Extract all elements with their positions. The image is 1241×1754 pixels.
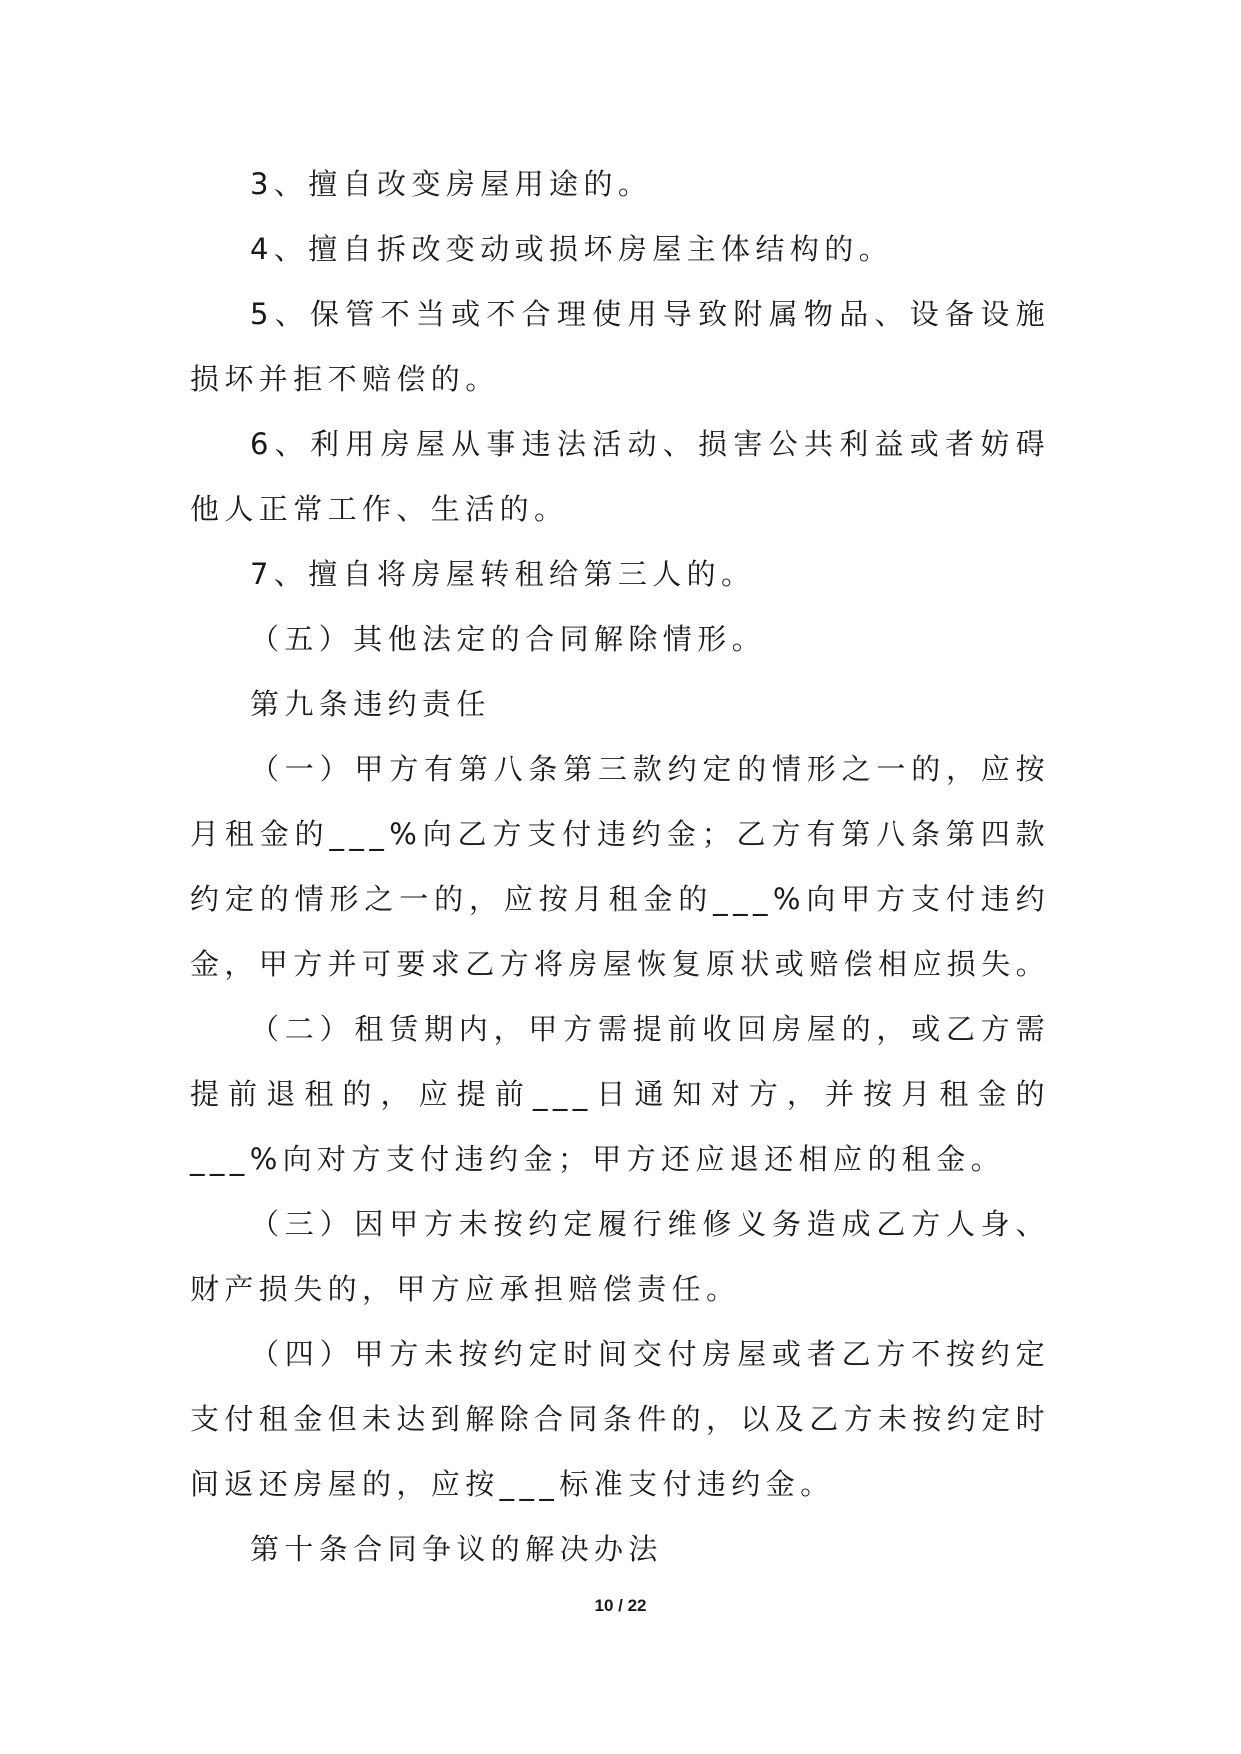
page-number: 10 / 22	[594, 1596, 647, 1615]
clause-item-five: （五）其他法定的合同解除情形。	[250, 622, 767, 656]
clause-item-5: 5、保管不当或不合理使用导致附属物品、设备设施损坏并拒不赔偿的。	[190, 297, 1050, 396]
article-9-heading: 第九条违约责任	[250, 687, 491, 721]
article-9-clause-2: （二）租赁期内，甲方需提前收回房屋的，或乙方需提前退租的，应提前___日通知对方，并按月租金的___%向对方支付违约金；甲方还应退还相应的租金。	[190, 1012, 1050, 1176]
article-9-clause-1: （一）甲方有第八条第三款约定的情形之一的，应按月租金的___%向乙方支付违约金；乙方有第八条第四款约定的情形之一的，应按月租金的___%向甲方支付违约金，甲方并可要求乙方将房屋恢复原状或赔偿相应损失。	[190, 752, 1051, 981]
clause-item-4: 4、擅自拆改变动或损坏房屋主体结构的。	[250, 232, 894, 266]
document-body	[190, 152, 1050, 1582]
article-9-clause-3: （三）因甲方未按约定履行维修义务造成乙方人身、财产损失的，甲方应承担赔偿责任。	[190, 1207, 1050, 1306]
clause-item-3: 3、擅自改变房屋用途的。	[250, 167, 653, 201]
article-9-clause-4: （四）甲方未按约定时间交付房屋或者乙方不按约定支付租金但未达到解除合同条件的，以及乙方未按约定时间返还房屋的，应按___标准支付违约金。	[190, 1337, 1051, 1501]
clause-item-7: 7、擅自将房屋转租给第三人的。	[250, 557, 756, 591]
article-10-heading: 第十条合同争议的解决办法	[250, 1532, 663, 1566]
clause-item-6: 6、利用房屋从事违法活动、损害公共利益或者妨碍他人正常工作、生活的。	[190, 427, 1050, 526]
